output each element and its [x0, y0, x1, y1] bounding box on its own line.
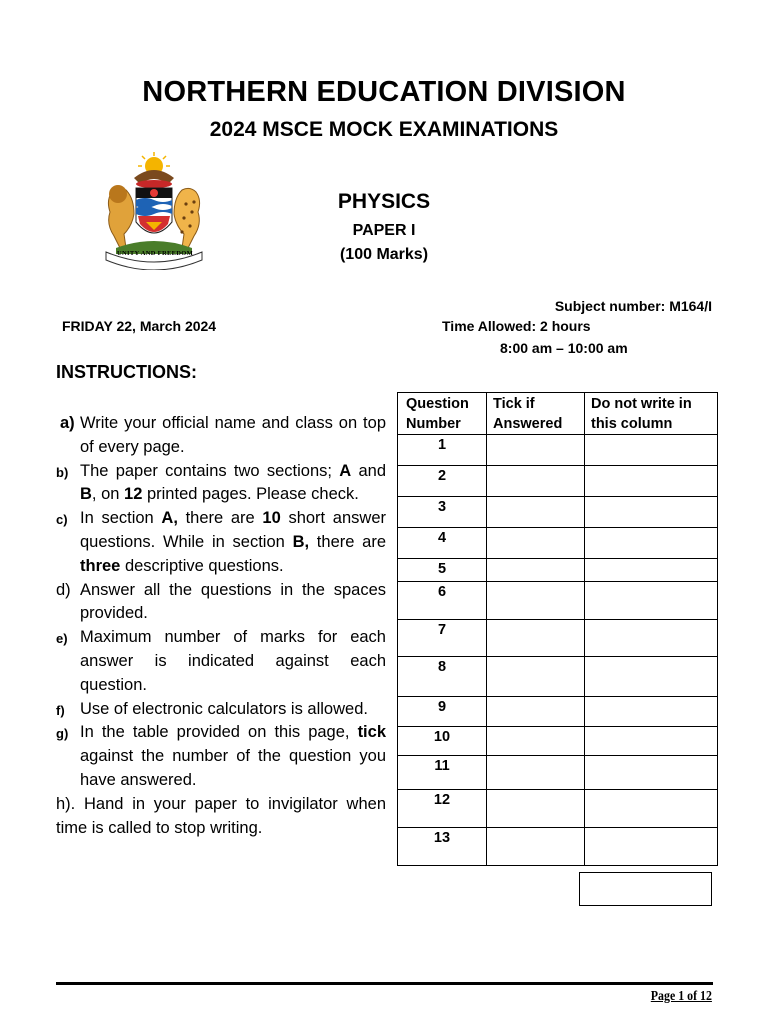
- examiner-cell: [585, 828, 718, 866]
- question-number-cell: 13: [398, 828, 487, 866]
- subject-name: PHYSICS: [337, 190, 431, 213]
- instruction-item: [56, 698, 386, 722]
- table-row: [398, 528, 718, 559]
- table-row: [398, 497, 718, 528]
- header-do-not-write: Do not write in this column: [585, 393, 718, 435]
- instruction-text: Answer all the questions in the spaces provided.: [80, 580, 386, 623]
- tick-cell[interactable]: [487, 756, 585, 790]
- tick-cell[interactable]: [487, 497, 585, 528]
- total-cell[interactable]: [579, 872, 712, 906]
- examiner-cell: [585, 559, 718, 582]
- subject-number: Subject number: M164/I: [554, 298, 712, 314]
- instruction-label: g): [56, 726, 69, 742]
- examiner-cell: [585, 528, 718, 559]
- question-number-cell: 3: [398, 497, 487, 528]
- question-number-cell: 6: [398, 582, 487, 620]
- page-number: Page 1 of 12: [650, 989, 712, 1004]
- tick-cell[interactable]: [487, 435, 585, 466]
- instruction-item: [56, 460, 386, 508]
- examiner-cell: [585, 756, 718, 790]
- instruction-item: [56, 721, 386, 792]
- question-number-cell: 9: [398, 697, 487, 727]
- crest-motto: UNITY AND FREEDOM: [117, 250, 193, 257]
- instruction-text: Use of electronic calculators is allowed.: [80, 699, 368, 718]
- instruction-item: [56, 507, 386, 578]
- examiner-cell: [585, 697, 718, 727]
- instruction-item: [56, 793, 386, 841]
- exam-date: FRIDAY 22, March 2024: [62, 318, 217, 334]
- examiner-cell: [585, 620, 718, 657]
- question-number-cell: 8: [398, 657, 487, 697]
- instructions-heading: INSTRUCTIONS:: [56, 362, 197, 382]
- question-number-cell: 7: [398, 620, 487, 657]
- instruction-text: In section A, there are 10 short answer questions. While in section B, there are three descriptive questions.: [80, 509, 386, 575]
- question-number-cell: 5: [398, 559, 487, 582]
- examiner-cell: [585, 497, 718, 528]
- instruction-item: [56, 579, 386, 627]
- tick-cell[interactable]: [487, 528, 585, 559]
- question-number-cell: 10: [398, 727, 487, 756]
- table-row: [398, 559, 718, 582]
- instruction-label: c): [56, 512, 68, 528]
- instruction-text: h). Hand in your paper to invigilator when time is called to stop writing.: [56, 794, 386, 837]
- paper-label: PAPER I: [352, 222, 416, 239]
- table-header-row: [398, 393, 718, 435]
- examiner-cell: [585, 466, 718, 497]
- table-row: [398, 620, 718, 657]
- table-row: [398, 466, 718, 497]
- tick-cell[interactable]: [487, 620, 585, 657]
- table-row: [398, 790, 718, 828]
- instruction-text: Maximum number of marks for each answer is indicated against each question.: [80, 628, 386, 694]
- examiner-cell: [585, 657, 718, 697]
- instruction-text: The paper contains two sections; A and B, on 12 printed pages. Please check.: [80, 461, 386, 504]
- tick-cell[interactable]: [487, 466, 585, 497]
- table-row: [398, 657, 718, 697]
- table-row: [398, 697, 718, 727]
- instruction-item: [56, 412, 386, 460]
- instruction-item: [56, 626, 386, 697]
- examiner-cell: [585, 582, 718, 620]
- tick-cell[interactable]: [487, 790, 585, 828]
- question-tick-table: [397, 392, 718, 866]
- question-number-cell: 11: [398, 756, 487, 790]
- tick-cell[interactable]: [487, 559, 585, 582]
- instruction-label: f): [56, 702, 65, 718]
- examiner-cell: [585, 727, 718, 756]
- tick-cell[interactable]: [487, 582, 585, 620]
- examiner-cell: [585, 435, 718, 466]
- table-row: [398, 727, 718, 756]
- instruction-text: Write your official name and class on top of every page.: [80, 414, 386, 456]
- tick-cell[interactable]: [487, 697, 585, 727]
- table-row: [398, 435, 718, 466]
- table-row: [398, 828, 718, 866]
- tick-cell[interactable]: [487, 657, 585, 697]
- instruction-label: e): [56, 631, 68, 647]
- examiner-cell: [585, 790, 718, 828]
- tick-cell[interactable]: [487, 828, 585, 866]
- instruction-label: a): [60, 414, 75, 432]
- footer-rule: [56, 982, 713, 985]
- time-range: 8:00 am – 10:00 am: [500, 340, 628, 356]
- instruction-text: In the table provided on this page, tick against the number of the question you have answered.: [80, 723, 386, 789]
- question-number-cell: 2: [398, 466, 487, 497]
- instruction-label: b): [56, 464, 69, 480]
- header-tick-if-answered: Tick if Answered: [487, 393, 585, 435]
- exam-title: 2024 MSCE MOCK EXAMINATIONS: [209, 118, 559, 141]
- time-allowed: Time Allowed: 2 hours: [442, 318, 591, 334]
- question-number-cell: 4: [398, 528, 487, 559]
- table-row: [398, 756, 718, 790]
- tick-cell[interactable]: [487, 727, 585, 756]
- instructions-list: [56, 412, 386, 840]
- question-number-cell: 12: [398, 790, 487, 828]
- question-number-cell: 1: [398, 435, 487, 466]
- total-marks: (100 Marks): [339, 246, 429, 263]
- division-title: NORTHERN EDUCATION DIVISION: [142, 76, 626, 108]
- instruction-label: d): [56, 580, 71, 599]
- table-row: [398, 582, 718, 620]
- header-question-number: Question Number: [398, 393, 487, 435]
